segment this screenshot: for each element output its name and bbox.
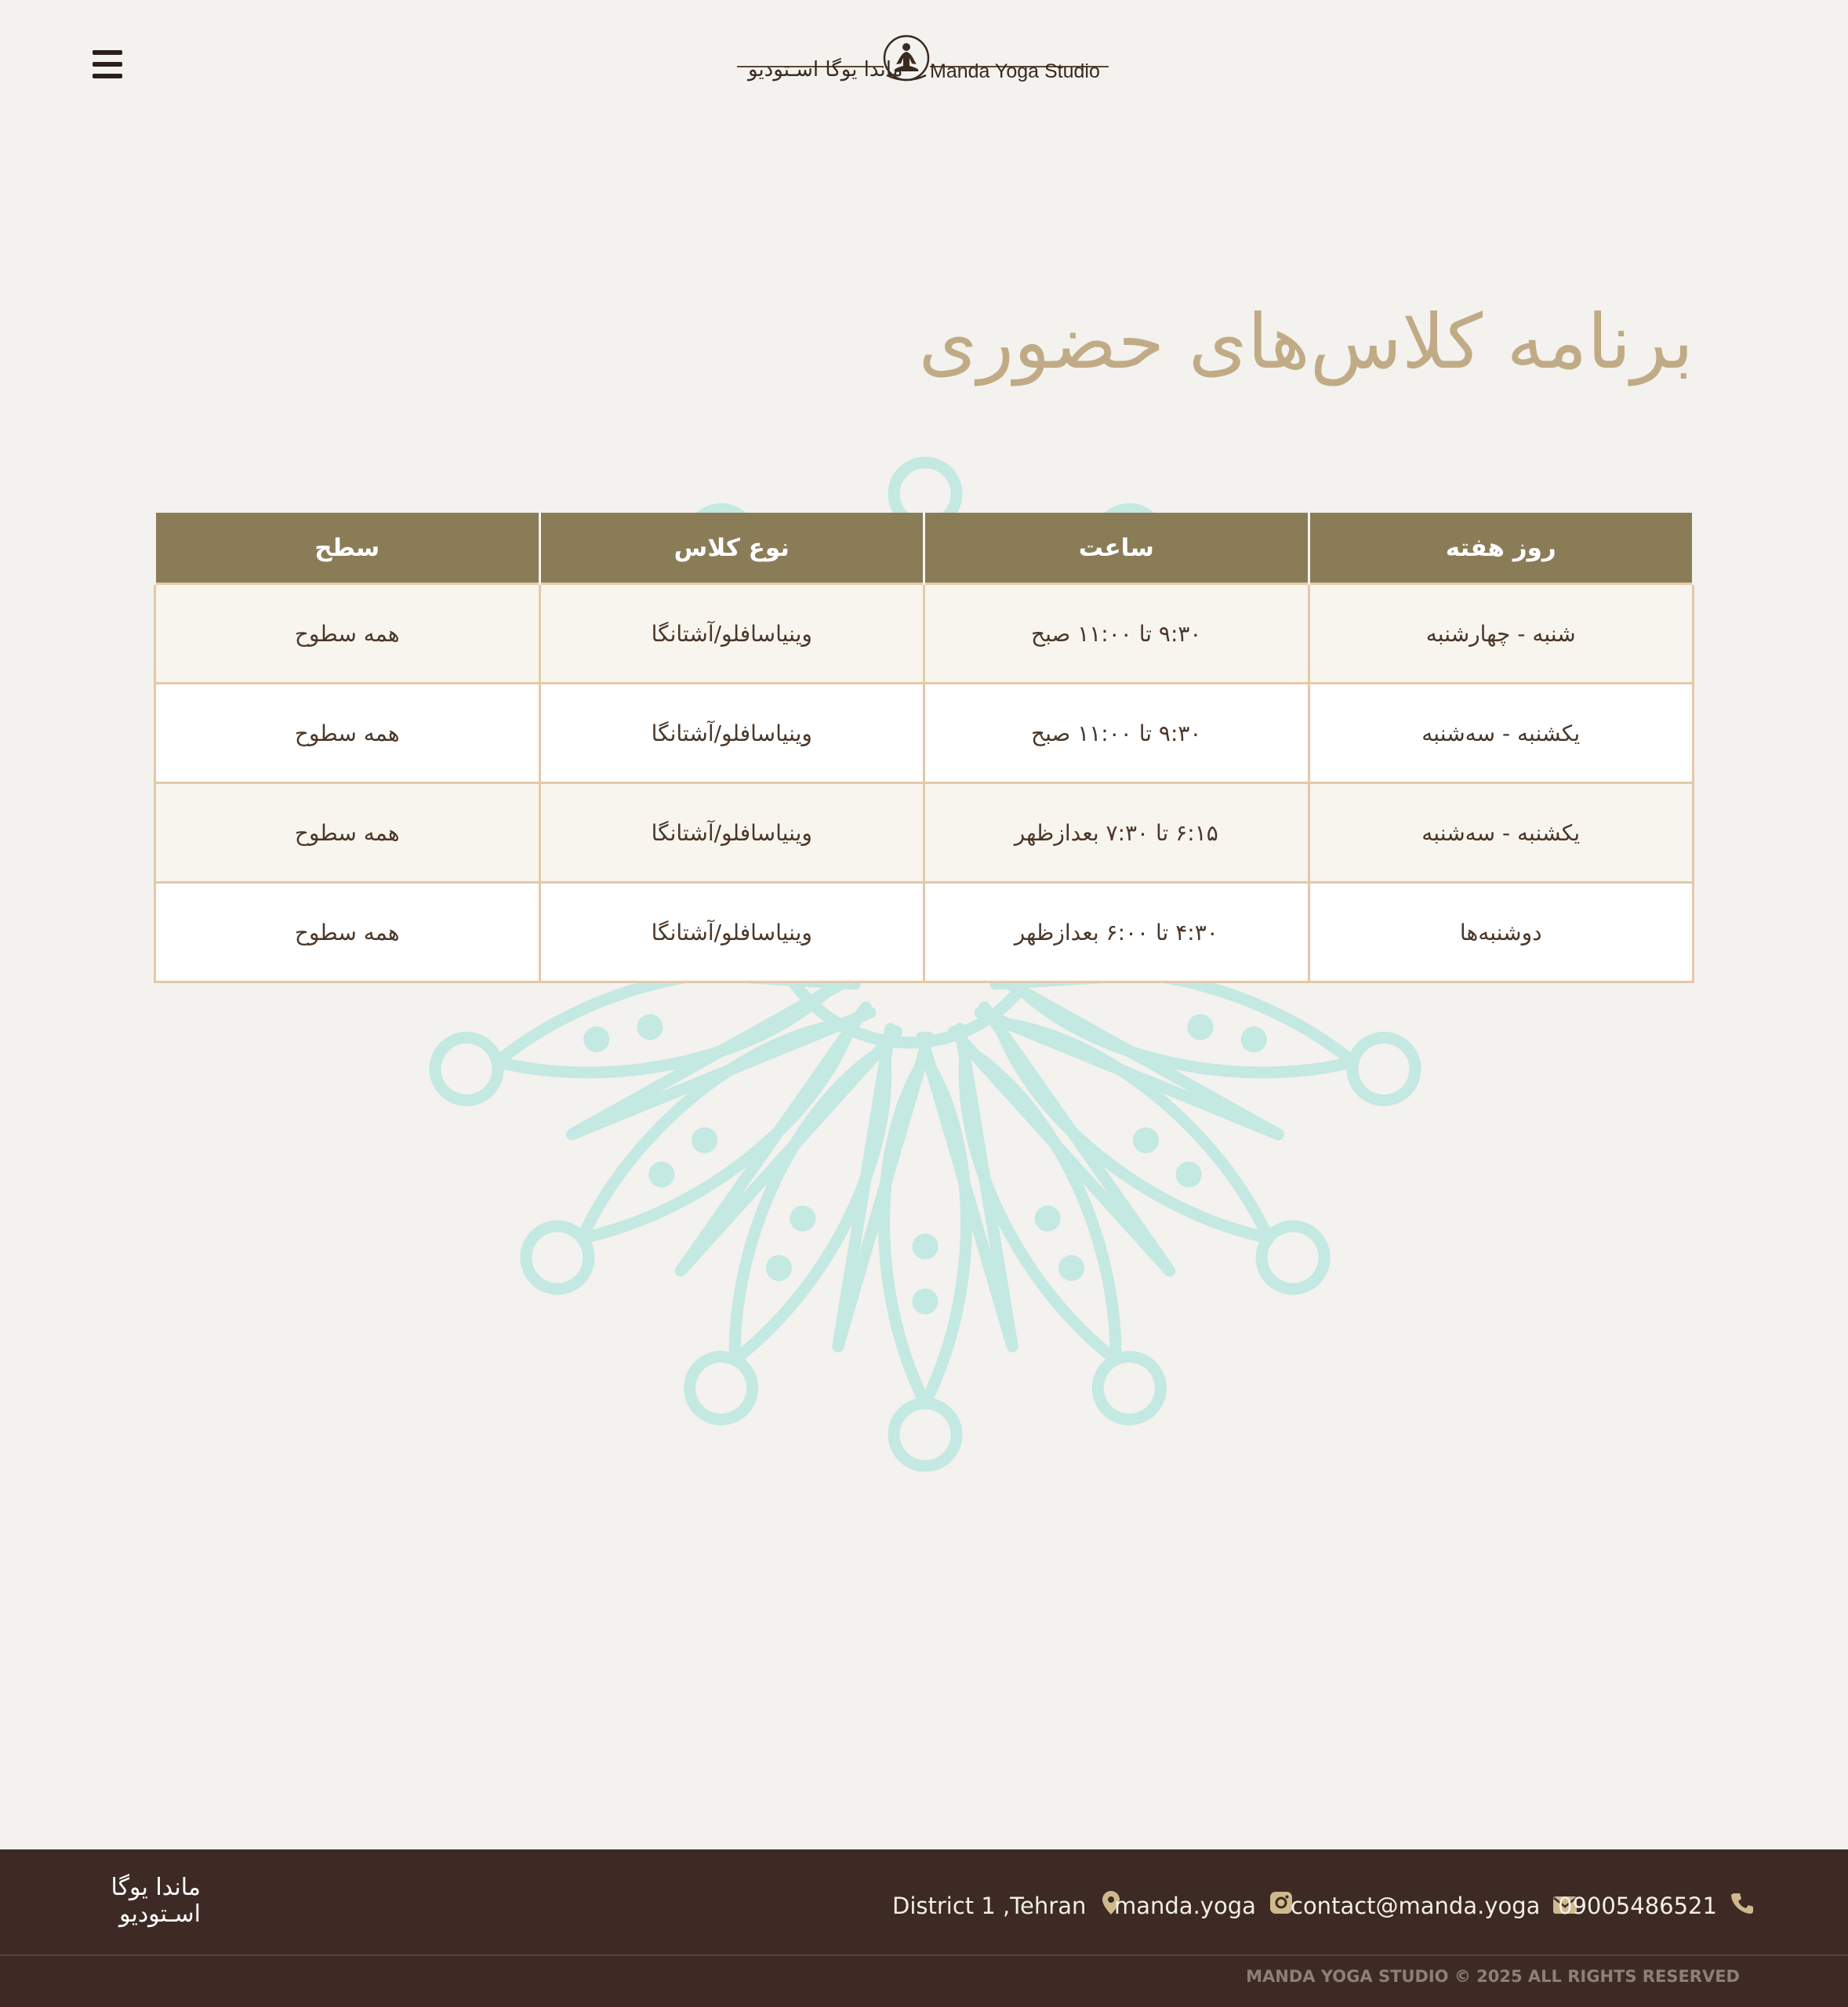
phone-item[interactable] <box>1558 1890 1755 1922</box>
address-text: District 1 ,Tehran <box>892 1893 1087 1919</box>
footer-divider <box>0 1954 1848 1956</box>
cell-time: ۶:۱۵ تا ۷:۳۰ بعدازظهر <box>924 783 1309 883</box>
cell-class-type: وینیاسافلو/آشتانگا <box>539 584 924 684</box>
email-item[interactable] <box>1291 1890 1578 1922</box>
footer-logo-line1: ماندا یوگا <box>111 1874 201 1901</box>
cell-class-type: وینیاسافلو/آشتانگا <box>539 684 924 783</box>
cell-class-type: وینیاسافلو/آشتانگا <box>539 783 924 883</box>
copyright-text: MANDA YOGA STUDIO © 2025 ALL RIGHTS RESERVED <box>1246 1967 1740 1986</box>
mandala-petal-tip <box>894 1403 957 1466</box>
column-header-level: سطح <box>155 513 540 584</box>
mandala-dot <box>695 1131 714 1150</box>
mandala-dot <box>1062 1258 1081 1277</box>
table-header-row <box>155 513 1694 584</box>
mandala-dot <box>1136 1131 1156 1150</box>
mandala-dot <box>1192 1018 1209 1036</box>
mandala-dot <box>588 1031 605 1048</box>
mandala-petal-tip <box>1087 1346 1171 1430</box>
site-footer <box>0 1849 1848 2007</box>
schedule-table <box>154 513 1694 983</box>
table-row <box>155 783 1694 883</box>
cell-time: ۴:۳۰ تا ۶:۰۰ بعدازظهر <box>924 883 1309 982</box>
mandala-petal-tip <box>679 1346 763 1430</box>
mandala-dot <box>1179 1164 1199 1184</box>
mandala-dot <box>769 1258 788 1277</box>
mandala-dot <box>918 1294 932 1308</box>
cell-time: ۹:۳۰ تا ۱۱:۰۰ صبح <box>924 584 1309 684</box>
instagram-text[interactable]: manda.yoga <box>1114 1893 1256 1919</box>
cell-day: یکشنبه - سه‌شنبه <box>1309 684 1694 783</box>
meditation-figure-icon <box>882 34 931 86</box>
mandala-dot <box>652 1164 671 1184</box>
logo-text-fa: ماندا یوگا اسـتودیو <box>748 58 903 82</box>
cell-level: همه سطوح <box>155 584 540 684</box>
phone-icon <box>1730 1892 1755 1920</box>
mandala-spike <box>819 1029 928 1351</box>
phone-text[interactable]: 09005486521 <box>1558 1893 1717 1919</box>
email-text[interactable]: contact@manda.yoga <box>1291 1893 1541 1919</box>
logo-text-en: Manda Yoga Studio <box>930 60 1100 82</box>
mandala-petal-tip <box>1346 1032 1421 1107</box>
hamburger-icon[interactable] <box>93 50 122 78</box>
cell-day: دوشنبه‌ها <box>1309 883 1694 982</box>
site-header <box>0 0 1848 133</box>
page-title: برنامه کلاس‌های حضوری <box>918 298 1694 386</box>
column-header-day: روز هفته <box>1309 513 1694 584</box>
mandala-petal-tip <box>429 1032 504 1107</box>
mandala-petal <box>884 1058 967 1403</box>
cell-class-type: وینیاسافلو/آشتانگا <box>539 883 924 982</box>
table-row <box>155 584 1694 684</box>
cell-day: یکشنبه - سه‌شنبه <box>1309 783 1694 883</box>
mandala-dot <box>1038 1209 1057 1228</box>
cell-level: همه سطوح <box>155 783 540 883</box>
mandala-dot <box>1245 1031 1262 1048</box>
mandala-dot <box>793 1209 812 1228</box>
cell-level: همه سطوح <box>155 684 540 783</box>
site-logo[interactable] <box>737 34 1110 89</box>
address-item <box>892 1890 1124 1922</box>
table-row <box>155 684 1694 783</box>
column-header-class-type: نوع کلاس <box>539 513 924 584</box>
footer-logo[interactable] <box>107 1875 201 1928</box>
cell-level: همه سطوح <box>155 883 540 982</box>
mandala-dot <box>918 1239 932 1254</box>
column-header-time: ساعت <box>924 513 1309 584</box>
footer-logo-line2: اسـتودیو <box>118 1900 201 1928</box>
instagram-item[interactable] <box>1114 1890 1294 1922</box>
cell-day: شنبه - چهارشنبه <box>1309 584 1694 684</box>
table-row <box>155 883 1694 982</box>
cell-time: ۹:۳۰ تا ۱۱:۰۰ صبح <box>924 684 1309 783</box>
mandala-dot <box>641 1018 659 1036</box>
